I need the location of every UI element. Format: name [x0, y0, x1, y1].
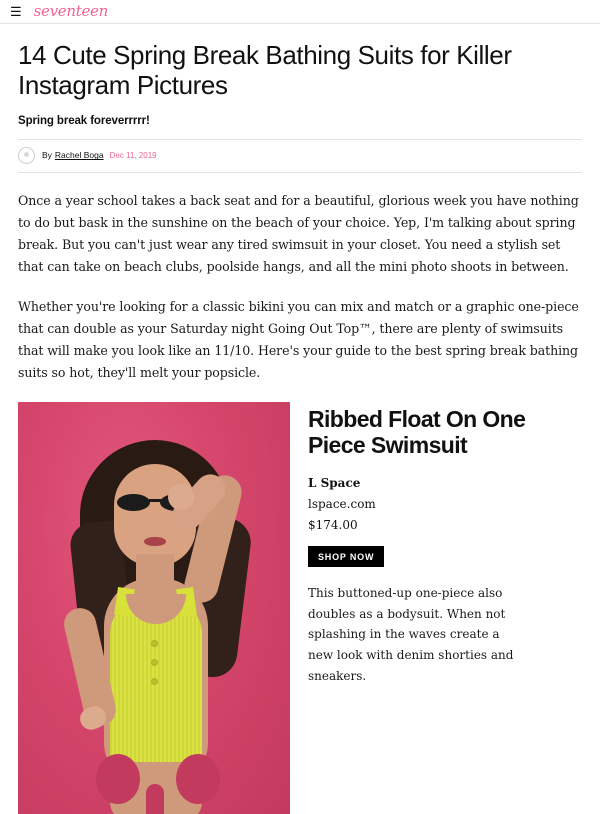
hip-cut-left	[96, 754, 140, 804]
shop-now-button[interactable]: SHOP NOW	[308, 546, 384, 567]
product-details	[308, 402, 582, 814]
product-brand: L Space	[308, 476, 361, 491]
button-dot	[151, 678, 158, 685]
button-placket	[151, 640, 158, 697]
article-dek: Spring break foreverrrrr!	[18, 114, 150, 127]
article-text	[18, 190, 582, 384]
product-description: This buttoned-up one-piece also doubles as a bodysuit. When not splashing in the waves create a new look with denim shorties and sneakers.	[308, 586, 514, 683]
byline-by-label: By	[42, 150, 52, 161]
product-price: $174.00	[308, 518, 358, 533]
product-retailer: lspace.com	[308, 497, 376, 512]
lens-left	[117, 494, 150, 511]
paragraph: Whether you're looking for a classic bikini you can mix and match or a graphic one-piece that can double as your Saturday night Going Out Top™, there are plenty of swimsuits that will make you look like an 11/10. Here's your guide to the best spring break bathing suits so hot, they'll melt your popsicle.	[18, 298, 579, 381]
hip-cut-right	[176, 754, 220, 804]
glasses-bridge	[149, 499, 161, 502]
leg-gap	[146, 784, 164, 814]
byline-author-link[interactable]: Rachel Boga	[54, 150, 104, 161]
product-image	[18, 402, 290, 814]
button-dot	[151, 640, 158, 647]
button-dot	[151, 659, 158, 666]
byline	[18, 140, 582, 173]
product-title: Ribbed Float On One Piece Swimsuit	[308, 406, 526, 459]
site-header	[0, 0, 600, 24]
lips	[144, 537, 166, 546]
hamburger-menu-icon[interactable]: ☰	[10, 4, 22, 19]
paragraph: Once a year school takes a back seat and for a beautiful, glorious week you have nothing to do but bask in the sunshine on the beach of your choice. Yep, I'm talking about spring break. But you can't just wear any tired swimsuit in your closet. You need a stylish set that can take on beach clubs, poolside hangs, and all the mini photo shoots in between.	[18, 192, 579, 274]
product-block	[18, 402, 582, 814]
page-title: 14 Cute Spring Break Bathing Suits for Killer Instagram Pictures	[18, 40, 512, 101]
site-logo[interactable]: seventeen	[33, 1, 108, 20]
avatar	[18, 147, 35, 164]
article-body	[0, 40, 600, 814]
byline-date: Dec 11, 2019	[109, 150, 157, 160]
model-illustration	[18, 402, 290, 814]
